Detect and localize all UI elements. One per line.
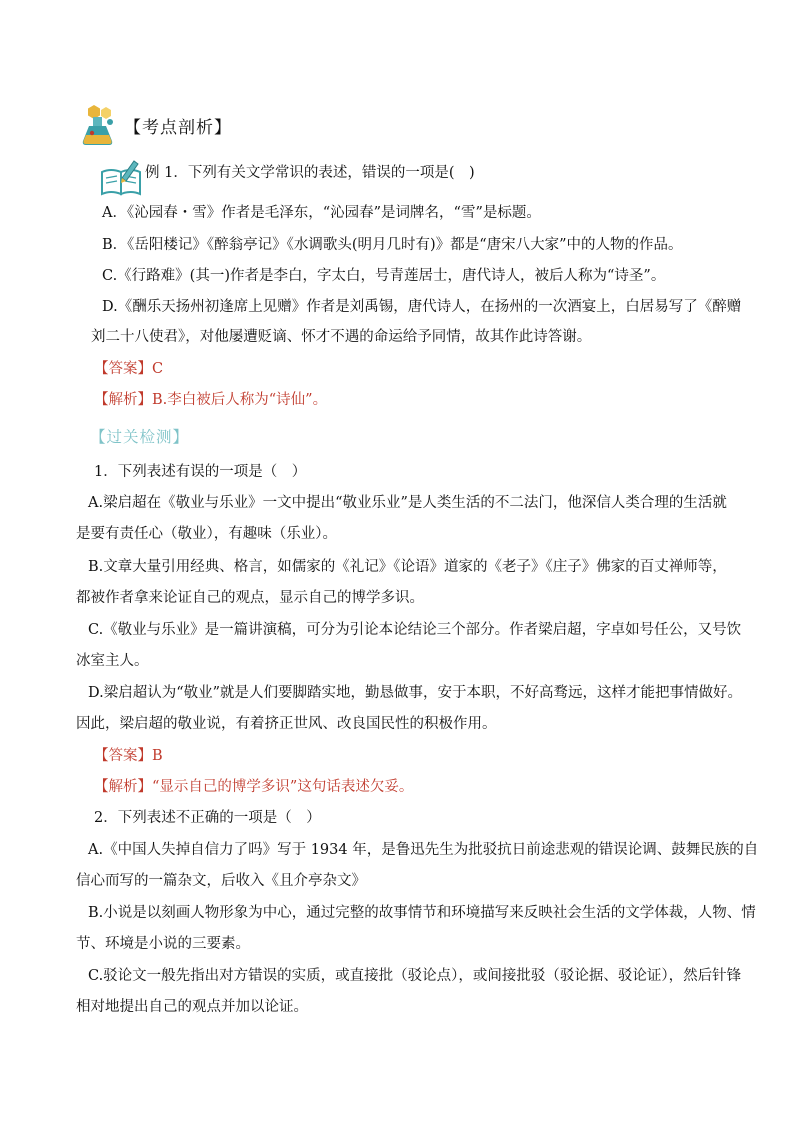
analysis-label: 【解析】 xyxy=(94,392,152,408)
q1-line: C.《敬业与乐业》是一篇讲演稿，可分为引论本论结论三个部分。作者梁启超，字卓如号任公，又号饮 xyxy=(88,622,742,638)
example-option-b: B．《岳阳楼记》《醉翁亭记》《水调歌头(明月几时有)》都是“唐宋八大家”中的人物的作品。 xyxy=(102,237,683,253)
q1-line: 是要有责任心（敬业），有趣味（乐业）。 xyxy=(76,526,337,542)
answer-label: 【答案】 xyxy=(94,748,152,764)
analysis-text: “显示自己的博学多识”这句话表述欠妥。 xyxy=(152,779,414,795)
q1-line: 都被作者拿来论证自己的观点，显示自己的博学多识。 xyxy=(76,590,424,606)
answer-value: C xyxy=(152,361,164,377)
example-question: 例 1．下列有关文学常识的表述，错误的一项是( ) xyxy=(145,165,475,181)
q1-line: 因此，梁启超的敬业说，有着挤正世风、改良国民性的积极作用。 xyxy=(76,716,497,732)
answer-value: B xyxy=(152,748,163,764)
example-analysis xyxy=(94,390,327,410)
q2-line: 相对地提出自己的观点并加以论证。 xyxy=(76,999,308,1015)
example-option-d: D.《酬乐天扬州初逢席上见赠》作者是刘禹锡，唐代诗人，在扬州的一次酒宴上，白居易写了《醉赠 xyxy=(102,299,742,315)
q1-analysis xyxy=(94,777,413,797)
section-heading-text: 【考点剖析】 xyxy=(124,117,232,138)
q2-question: 2．下列表述不正确的一项是（ ） xyxy=(94,810,321,826)
q2-line: C.驳论文一般先指出对方错误的实质，或直接批（驳论点），或间接批驳（驳论据、驳论证），然后针锋 xyxy=(88,968,742,984)
q1-answer xyxy=(94,746,163,766)
q2-line: B.小说是以刻画人物形象为中心，通过完整的故事情节和环境描写来反映社会生活的文学体裁，人物、情 xyxy=(88,905,756,921)
q2-line: A.《中国人失掉自信力了吗》写于 1934 年，是鲁迅先生为批驳抗日前途悲观的错误论调、鼓舞民族的自 xyxy=(88,842,759,858)
practice-section-title: 【过关检测】 xyxy=(90,428,190,446)
q1-question: 1．下列表述有误的一项是（ ） xyxy=(94,464,307,480)
q1-line: B.文章大量引用经典、格言，如儒家的《礼记》《论语》道家的《老子》《庄子》佛家的百丈禅师等， xyxy=(88,559,727,575)
q1-line: D.梁启超认为“敬业”就是人们要脚踏实地，勤恳做事，安于本职，不好高骛远，这样才能把事情做好。 xyxy=(88,685,743,701)
section-heading xyxy=(76,103,232,147)
example-header xyxy=(100,156,475,196)
q2-line: 节、环境是小说的三要素。 xyxy=(76,936,250,952)
q2-line: 信心而写的一篇杂文，后收入《且介亭杂文》 xyxy=(76,873,366,889)
chemistry-flask-icon xyxy=(76,103,120,147)
analysis-text: B.李白被后人称为“诗仙”。 xyxy=(152,392,328,408)
example-answer xyxy=(94,359,163,379)
open-book-pencil-icon xyxy=(100,158,144,196)
example-option-d-cont: 刘二十八使君》，对他屡遭贬谪、怀才不遇的命运给予同情，故其作此诗答谢。 xyxy=(91,329,592,345)
example-option-c: C.《行路难》(其一)作者是李白，字太白，号青莲居士，唐代诗人，被后人称为“诗圣”。 xyxy=(102,268,666,284)
analysis-label: 【解析】 xyxy=(94,779,152,795)
answer-label: 【答案】 xyxy=(94,361,152,377)
q1-line: 冰室主人。 xyxy=(76,653,149,669)
example-option-a: A．《沁园春・雪》作者是毛泽东，“沁园春”是词牌名，“雪”是标题。 xyxy=(102,205,541,221)
q1-line: A.梁启超在《敬业与乐业》一文中提出“敬业乐业”是人类生活的不二法门，他深信人类合理的生活就 xyxy=(88,495,727,511)
